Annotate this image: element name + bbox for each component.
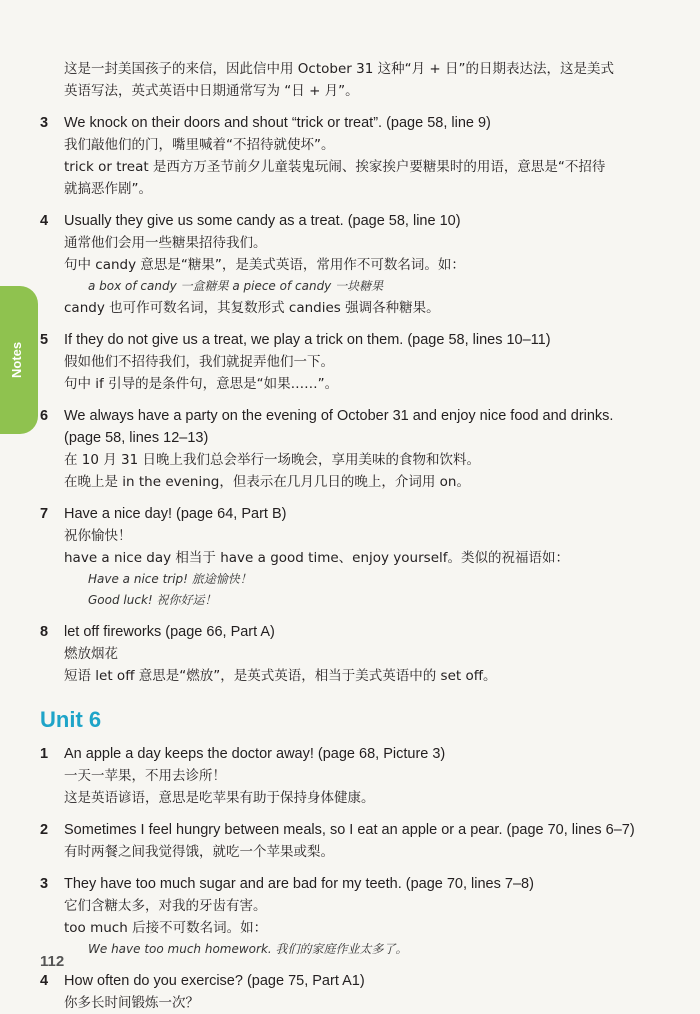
note-number: 3 [40, 115, 49, 131]
explanation-line: 一天一苹果，不用去诊所！ [64, 768, 226, 784]
note-number: 8 [40, 624, 49, 640]
page-number: 112 [40, 953, 65, 970]
example-line: Good luck! 祝你好运！ [88, 593, 217, 607]
english-sentence: (page 58, lines 12–13) [64, 430, 209, 446]
explanation-line: 假如他们不招待我们，我们就捉弄他们一下。 [64, 354, 334, 370]
example-line: We have too much homework. 我们的家庭作业太多了。 [88, 942, 408, 956]
english-sentence: If they do not give us a treat, we play a trick on them. (page 58, lines 10–11) [64, 332, 551, 348]
note-number: 2 [40, 822, 49, 838]
note-item [40, 503, 680, 611]
note-item [40, 329, 680, 395]
explanation-line: 有时两餐之间我觉得饿，就吃一个苹果或梨。 [64, 844, 334, 860]
explanation-line: 短语 let off 意思是“燃放”，是英式英语，相当于美式英语中的 set off。 [64, 668, 497, 684]
note-number: 5 [40, 332, 49, 348]
note-item [40, 112, 680, 200]
note-number: 4 [40, 213, 49, 229]
note-item [40, 743, 680, 809]
english-sentence: They have too much sugar and are bad for my teeth. (page 70, lines 7–8) [64, 876, 534, 892]
explanation-line: 燃放烟花 [64, 646, 118, 662]
note-number: 4 [40, 973, 49, 989]
english-sentence: let off fireworks (page 66, Part A) [64, 624, 275, 640]
english-sentence: An apple a day keeps the doctor away! (page 68, Picture 3) [64, 746, 446, 762]
unit6-notes-list [40, 743, 680, 1014]
intro-line: 这是一封美国孩子的来信，因此信中用 October 31 这种“月 + 日”的日期表达法，这是美式 [64, 61, 614, 77]
note-item [40, 819, 680, 863]
english-sentence: Have a nice day! (page 64, Part B) [64, 506, 287, 522]
notes-content [40, 58, 680, 1014]
note-number: 3 [40, 876, 49, 892]
explanation-line: candy 也可作可数名词，其复数形式 candies 强调各种糖果。 [64, 300, 440, 316]
explanation-line: 我们敲他们的门，嘴里喊着“不招待就使坏”。 [64, 137, 335, 153]
note-item [40, 210, 680, 319]
notes-side-tab [0, 286, 38, 434]
explanation-line: 祝你愉快！ [64, 528, 132, 544]
explanation-line: 你多长时间锻炼一次？ [64, 995, 199, 1011]
explanation-line: trick or treat 是西方万圣节前夕儿童装鬼玩闹、挨家挨户要糖果时的用语，意思是“不招待 [64, 159, 606, 175]
explanation-line: 就搞恶作剧”。 [64, 181, 152, 197]
explanation-line: 这是英语谚语，意思是吃苹果有助于保持身体健康。 [64, 790, 375, 806]
english-sentence: Sometimes I feel hungry between meals, so I eat an apple or a pear. (page 70, lines 6–7) [64, 822, 635, 838]
english-sentence: We always have a party on the evening of October 31 and enjoy nice food and drinks. [64, 408, 614, 424]
note-item [40, 405, 680, 493]
intro-paragraph [64, 58, 680, 102]
english-sentence: Usually they give us some candy as a treat. (page 58, line 10) [64, 213, 461, 229]
note-number: 6 [40, 408, 49, 424]
explanation-line: 在晚上是 in the evening，但表示在几月几日的晚上，介词用 on。 [64, 474, 470, 490]
example-line: Have a nice trip! 旅途愉快！ [88, 572, 252, 586]
unit5-notes-list [40, 112, 680, 687]
note-item [40, 970, 680, 1014]
note-item [40, 873, 680, 960]
explanation-line: too much 后接不可数名词。如： [64, 920, 268, 936]
explanation-line: 句中 if 引导的是条件句，意思是“如果……”。 [64, 376, 339, 392]
example-line: a box of candy 一盒糖果 a piece of candy 一块糖果 [88, 279, 384, 293]
explanation-line: have a nice day 相当于 have a good time、enjoy yourself。类似的祝福语如： [64, 550, 569, 566]
unit6-heading: Unit 6 [40, 707, 102, 732]
english-sentence: We knock on their doors and shout “trick or treat”. (page 58, line 9) [64, 115, 491, 131]
note-item [40, 621, 680, 687]
explanation-line: 通常他们会用一些糖果招待我们。 [64, 235, 267, 251]
explanation-line: 句中 candy 意思是“糖果”，是美式英语，常用作不可数名词。如： [64, 257, 465, 273]
explanation-line: 它们含糖太多，对我的牙齿有害。 [64, 898, 267, 914]
note-number: 1 [40, 746, 49, 762]
english-sentence: How often do you exercise? (page 75, Part A1) [64, 973, 365, 989]
notes-tab-label: Notes [9, 341, 24, 378]
note-number: 7 [40, 506, 49, 522]
explanation-line: 在 10 月 31 日晚上我们总会举行一场晚会，享用美味的食物和饮料。 [64, 452, 481, 468]
intro-line: 英语写法，英式英语中日期通常写为 “日 + 月”。 [64, 83, 359, 99]
